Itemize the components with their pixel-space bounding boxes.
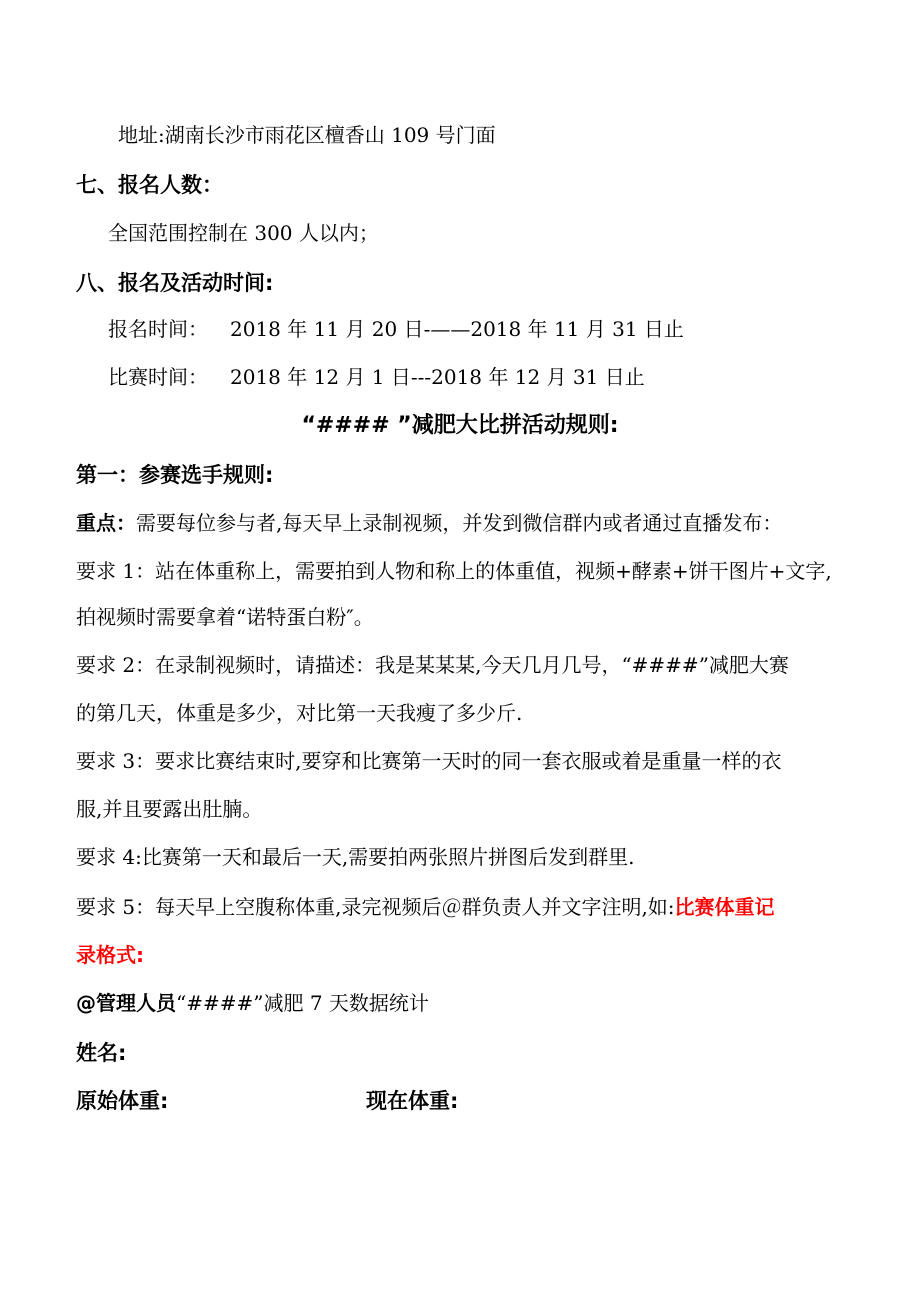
match-time-line [108,362,645,392]
key-point-label: 重点： [76,511,136,535]
weight-record-format-highlight: 比赛体重记 [674,895,775,919]
name-label: 姓名: [76,1041,127,1065]
mention-template-line [76,988,429,1018]
signup-time-value: 2018 年 11 月 20 日-——2018 年 11 月 31 日止 [230,317,684,341]
requirement-5-line-1 [76,892,775,922]
requirement-3-line-2: 服,并且要露出肚腩。 [76,797,263,821]
section-7-body: 全国范围控制在 300 人以内； [108,221,379,245]
original-weight-label: 原始体重: [76,1089,169,1113]
match-time-label: 比赛时间： [108,365,208,389]
key-point-text: 需要每位参与者,每天早上录制视频，并发到微信群内或者通过直播发布： [136,511,783,535]
requirement-1-line-2: 拍视频时需要拿着“诺特蛋白粉″。 [76,605,374,629]
requirement-2-line-1: 要求 2：在录制视频时，请描述：我是某某某,今天几月几号，“####”减肥大赛 [76,653,789,677]
requirement-4-line: 要求 4:比赛第一天和最后一天,需要拍两张照片拼图后发到群里. [76,845,635,869]
signup-time-line [108,314,684,344]
requirement-5-text: 要求 5：每天早上空腹称体重,录完视频后＠群负责人并文字注明,如: [76,895,675,919]
mention-stats-title: “####”减肥 7 天数据统计 [176,991,429,1015]
weight-record-format-highlight-continued: 录格式: [76,943,144,967]
requirement-1-line-1: 要求 1：站在体重称上，需要拍到人物和称上的体重值，视频+酵素+饼干图片+文字, [76,559,832,583]
rule-1-heading: 第一：参赛选手规则: [76,463,274,487]
current-weight-label: 现在体重: [366,1089,459,1113]
section-8-heading: 八、报名及活动时间: [76,271,274,295]
key-point-line [76,508,782,538]
rules-title: “#### ”减肥大比拼活动规则: [301,413,619,438]
signup-time-label: 报名时间： [108,317,208,341]
address-line: 地址:湖南长沙市雨花区檀香山 109 号门面 [118,123,496,147]
section-7-heading: 七、报名人数： [76,173,223,197]
mention-admin: @管理人员 [76,991,176,1015]
requirement-3-line-1: 要求 3：要求比赛结束时,要穿和比赛第一天时的同一套衣服或着是重量一样的衣 [76,749,782,773]
match-time-value: 2018 年 12 月 1 日---2018 年 12 月 31 日止 [230,365,645,389]
requirement-2-line-2: 的第几天，体重是多少，对比第一天我瘦了多少斤. [76,701,523,725]
